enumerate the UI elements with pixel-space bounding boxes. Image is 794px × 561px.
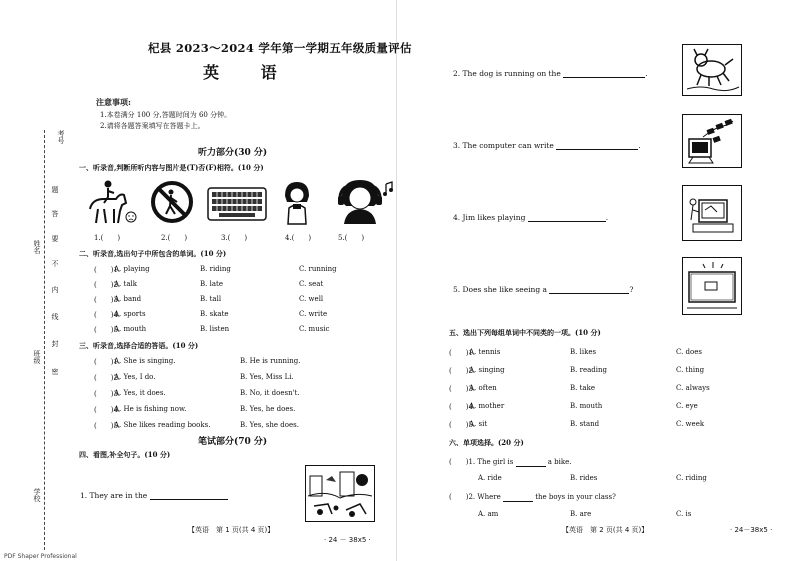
writing-heading: 笔试部分(70 分) [198, 437, 268, 447]
binding-label-name: 姓名 [33, 240, 41, 254]
s2-option-b: B. skate [200, 310, 229, 318]
note-1: 1.本卷满分 100 分,答题时间为 60 分钟。 [100, 111, 232, 119]
s4-q5-end: ? [629, 285, 634, 294]
s4-q3 [453, 140, 641, 150]
s2-num[interactable]: ( )4. [94, 311, 121, 319]
s5-option-a: A. sit [469, 420, 488, 428]
s5-option-a: A. tennis [469, 348, 501, 356]
s2-option-b: B. listen [200, 325, 230, 333]
section4-instruction: 四、看图,补全句子。(10 分) [79, 450, 171, 459]
cut-line [44, 130, 45, 550]
section6-instruction: 六、单项选择。(20 分) [449, 438, 524, 447]
s4-q2-end: . [645, 69, 648, 78]
subject-title: 英 语 [203, 63, 295, 82]
s6-q1-option-c: C. riding [676, 474, 707, 482]
s4-q3-end: . [638, 141, 641, 150]
listening-heading: 听力部分(30 分) [198, 148, 268, 158]
s4-q2-blank[interactable] [563, 68, 648, 78]
s1-blank-3[interactable]: 3.( ) [221, 234, 248, 242]
computer-game-picture [682, 185, 742, 241]
s4-q4 [453, 212, 608, 222]
s5-option-b: B. stand [570, 420, 600, 428]
s5-num[interactable]: ( )2. [449, 367, 476, 375]
s2-option-b: B. riding [200, 265, 231, 273]
s6-q2-tail: the boys in your class? [535, 493, 616, 501]
note-2: 2.请将各题答案填写在答题卡上。 [100, 122, 205, 130]
s3-num[interactable]: ( )2. [94, 374, 121, 382]
section2-instruction: 二、听录音,选出句子中所包含的单词。(10 分) [79, 249, 227, 258]
s5-num[interactable]: ( )5. [449, 421, 476, 429]
s4-q4-end: . [605, 213, 609, 222]
s2-num[interactable]: ( )2. [94, 281, 121, 289]
s2-option-b: B. late [200, 280, 223, 288]
s5-option-c: C. always [676, 384, 710, 392]
s4-q1 [80, 490, 228, 500]
s6-q2-text: Where [477, 493, 501, 501]
s2-option-c: C. write [299, 310, 328, 318]
s6-q2 [449, 492, 616, 502]
s2-option-a: A. mouth [114, 325, 147, 333]
s3-num[interactable]: ( )3. [94, 390, 121, 398]
keyboard-picture [207, 186, 267, 222]
computer-writing-picture [682, 114, 742, 168]
horse-rider-picture [84, 177, 140, 227]
dog-picture [682, 44, 742, 96]
s2-option-a: A. sports [114, 310, 146, 318]
s2-num[interactable]: ( )5. [94, 326, 121, 334]
s2-option-c: C. well [299, 295, 324, 303]
watermark-text: PDF Shaper Professional [4, 553, 77, 560]
binding-char: 线 [51, 313, 59, 320]
s5-option-b: B. likes [570, 348, 597, 356]
s4-q4-blank[interactable] [528, 212, 609, 222]
s6-q1-text: The girl is [477, 458, 514, 466]
park-picture [305, 465, 375, 522]
s4-q1-blank[interactable] [150, 490, 228, 500]
s3-option-b: B. Yes, she does. [240, 421, 299, 429]
s3-option-b: B. Yes, he does. [240, 405, 296, 413]
s3-num[interactable]: ( )1. [94, 358, 121, 366]
binding-char: 不 [51, 260, 59, 267]
binding-char: 答 [51, 210, 59, 217]
s3-num[interactable]: ( )5. [94, 422, 121, 430]
section5-instruction: 五、选出下列每组单词中不同类的一项。(10 分) [449, 328, 601, 337]
s2-option-b: B. tall [200, 295, 222, 303]
s4-q2 [453, 68, 648, 78]
s6-q2-option-b: B. are [570, 510, 592, 518]
right-footer-code: · 24－38x5 · [730, 526, 773, 534]
film-screen-picture [682, 257, 742, 315]
s3-num[interactable]: ( )4. [94, 406, 121, 414]
right-footer-page: 【英语 第 2 页(共 4 页)】 [562, 526, 649, 534]
s3-option-a: A. Yes, I do. [114, 373, 156, 381]
binding-char: 封 [51, 340, 59, 347]
binding-margin [0, 0, 70, 561]
s1-blank-1[interactable]: 1.( ) [94, 234, 121, 242]
left-footer-code: · 24 － 38x5 · [324, 536, 371, 544]
binding-label-exam-no: 考号 [57, 130, 65, 144]
s5-num[interactable]: ( )1. [449, 349, 476, 357]
s5-option-a: A. often [469, 384, 497, 392]
s4-q3-blank[interactable] [556, 140, 641, 150]
s2-option-c: C. running [299, 265, 337, 273]
section1-instruction: 一、听录音,判断所听内容与图片是(T)否(F)相符。(10 分) [79, 163, 264, 172]
s2-num[interactable]: ( )1. [94, 266, 121, 274]
s2-num[interactable]: ( )3. [94, 296, 121, 304]
s3-option-a: A. She is singing. [114, 357, 176, 365]
s6-q1-option-b: B. rides [570, 474, 598, 482]
s4-q5-text: 5. Does she like seeing a [453, 285, 548, 294]
s6-q1-blank[interactable] [516, 457, 546, 467]
s3-option-a: A. Yes, it does. [114, 389, 166, 397]
s5-option-c: C. thing [676, 366, 705, 374]
s4-q1-text: 1. They are in the [80, 491, 148, 500]
s6-q1-num[interactable]: ( )1. [449, 458, 476, 466]
page-fold [396, 0, 397, 561]
s3-option-b: B. He is running. [240, 357, 301, 365]
binding-label-class: 班级 [33, 350, 41, 364]
s2-option-a: A. talk [114, 280, 137, 288]
section3-instruction: 三、听录音,选择合适的答语。(10 分) [79, 341, 199, 350]
s5-num[interactable]: ( )4. [449, 403, 476, 411]
s1-blank-2[interactable]: 2.( ) [161, 234, 188, 242]
girl-music-picture [330, 176, 400, 226]
s6-q1-option-a: A. ride [478, 474, 502, 482]
s4-q3-text: 3. The computer can write [453, 141, 554, 150]
s2-option-a: A. playing [114, 265, 150, 273]
s4-q5-blank[interactable] [549, 284, 629, 294]
binding-char: 内 [51, 286, 59, 293]
s6-q2-option-c: C. is [676, 510, 692, 518]
s5-option-a: A. singing [469, 366, 505, 374]
s6-q2-num[interactable]: ( )2. [449, 493, 476, 501]
s3-option-b: B. Yes, Miss Li. [240, 373, 294, 381]
s3-option-b: B. No, it doesn't. [240, 389, 300, 397]
s5-option-c: C. does [676, 348, 702, 356]
s5-option-b: B. reading [570, 366, 607, 374]
notes-heading: 注意事项: [96, 97, 131, 107]
s6-q1 [449, 457, 571, 467]
s5-option-a: A. mother [469, 402, 505, 410]
s5-num[interactable]: ( )3. [449, 385, 476, 393]
s3-option-a: A. He is fishing now. [114, 405, 187, 413]
binding-char: 题 [51, 186, 59, 193]
exam-title: 杞县 2023～2024 学年第一学期五年级质量评估 [148, 41, 412, 55]
s5-option-b: B. take [570, 384, 595, 392]
s5-option-c: C. week [676, 420, 705, 428]
left-footer-page: 【英语 第 1 页(共 4 页)】 [188, 526, 275, 534]
s2-option-c: C. seat [299, 280, 324, 288]
s1-blank-5[interactable]: 5.( ) [338, 234, 365, 242]
s4-q5 [453, 284, 633, 294]
s6-q2-option-a: A. am [478, 510, 499, 518]
no-littering-picture [150, 180, 194, 224]
s4-q4-text: 4. Jim likes playing [453, 213, 526, 222]
s2-option-a: A. band [114, 295, 142, 303]
s6-q1-tail: a bike. [547, 458, 572, 466]
binding-label-school: 学校 [33, 488, 41, 502]
girl-singing-picture [280, 180, 314, 226]
s2-option-c: C. music [299, 325, 330, 333]
binding-char: 要 [51, 235, 59, 242]
s6-q2-blank[interactable] [503, 492, 533, 502]
s3-option-a: A. She likes reading books. [114, 421, 211, 429]
s4-q2-text: 2. The dog is running on the [453, 69, 561, 78]
binding-char: 密 [51, 368, 59, 375]
s1-blank-4[interactable]: 4.( ) [285, 234, 312, 242]
s5-option-b: B. mouth [570, 402, 603, 410]
s5-option-c: C. eye [676, 402, 698, 410]
